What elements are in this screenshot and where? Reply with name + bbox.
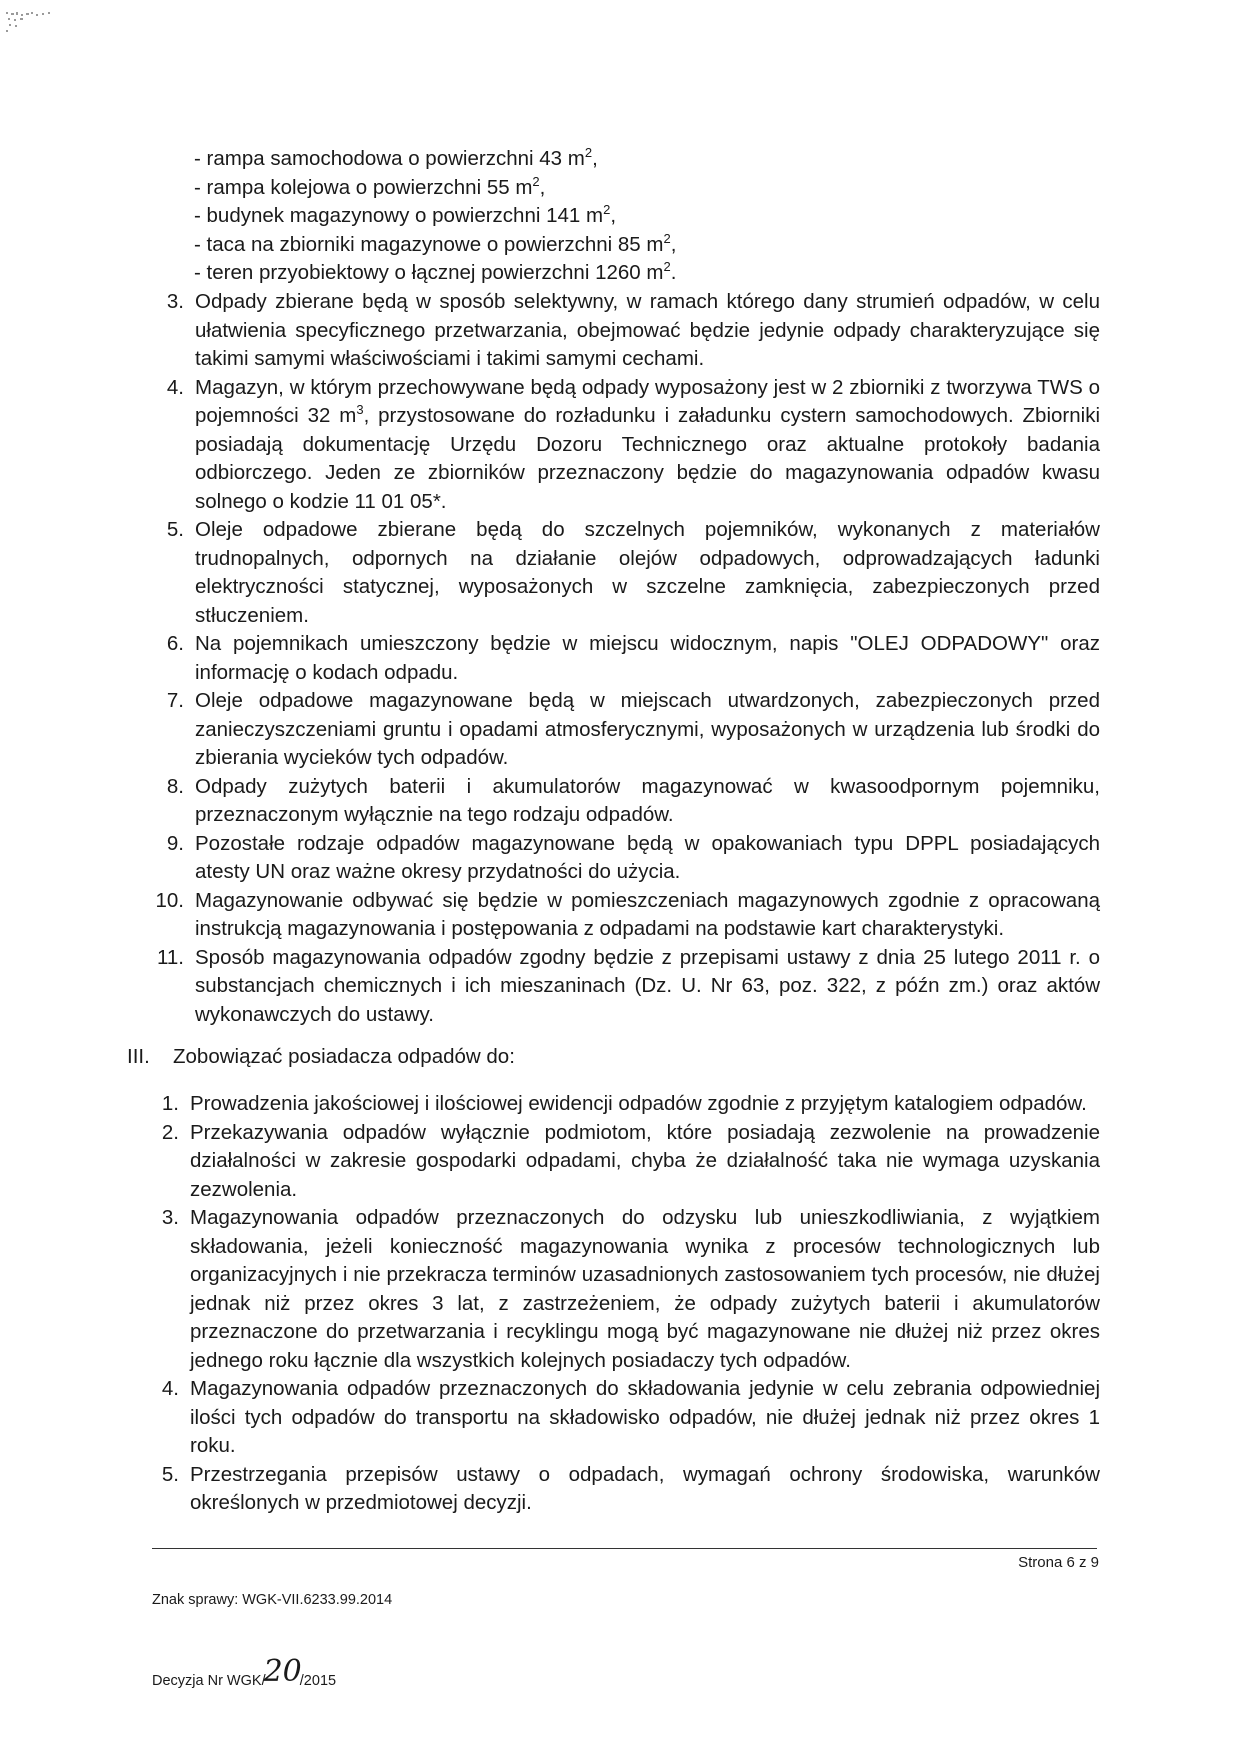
storage-conditions-list xyxy=(150,288,1100,1029)
case-number: Znak sprawy: WGK-VII.6233.99.2014 xyxy=(152,1592,393,1608)
item-text: Sposób magazynowania odpadów zgodny będzie z przepisami ustawy z dnia 25 lutego 2011 r. o substancjach chemicznych i ich mieszaninach (Dz. U. Nr 63, poz. 322, z późn zm.) oraz aktów wykonawczych do ustawy. xyxy=(195,945,1100,1026)
list-item xyxy=(150,288,1100,374)
handwritten-number: 20 xyxy=(263,1654,302,1689)
list-item xyxy=(145,1375,1100,1461)
item-number: 4. xyxy=(166,375,184,399)
item-text: Magazynowania odpadów przeznaczonych do składowania jedynie w celu zebrania odpowiedniej ilości tych odpadów do transportu na składowisko odpadów, nie dłużej jednak niż przez okres 1 roku. xyxy=(190,1377,1100,1457)
item-number: 5. xyxy=(161,1462,179,1486)
item-number: 7. xyxy=(166,689,184,712)
list-item xyxy=(145,1119,1100,1205)
item-text: Pozostałe rodzaje odpadów magazynowane będą w opakowaniach typu DPPL posiadających atesty UN oraz ważne okresy przydatności do użycia. xyxy=(195,831,1100,883)
item-number: 9. xyxy=(166,831,184,855)
bullet-line: - teren przyobiektowy o łącznej powierzchni 1260 $m^2$. xyxy=(194,259,677,284)
bullet-line: - taca na zbiorniki magazynowe o powierzchni 85 $m^2$, xyxy=(194,230,677,256)
list-item xyxy=(150,887,1100,944)
list-item xyxy=(150,773,1100,830)
list-item xyxy=(150,374,1100,517)
section-number: III. xyxy=(127,1045,150,1068)
item-number: 6. xyxy=(166,632,184,655)
obligations-list xyxy=(145,1090,1100,1518)
item-number: 2. xyxy=(161,1120,179,1144)
item-number: 11. xyxy=(157,945,184,969)
item-number: 10. xyxy=(155,888,184,912)
list-item xyxy=(145,1461,1100,1518)
item-number: 8. xyxy=(166,774,184,798)
footer-divider xyxy=(152,1548,1097,1549)
decision-number: Decyzja Nr WGK/20/2015 xyxy=(152,1654,337,1689)
item-number: 1. xyxy=(161,1092,179,1115)
list-item xyxy=(150,830,1100,887)
bullet-line: - rampa kolejowa o powierzchni 55 $m^2$, xyxy=(194,173,546,199)
item-text: Odpady zbierane będą w sposób selektywny, w ramach którego dany strumień odpadów, w celu ułatwienia specyficznego przetwarzania, obejmować będzie jedynie odpady charakteryzujące się takimi samymi właściwościami i takimi samymi cechami. xyxy=(195,290,1100,370)
item-text: Oleje odpadowe magazynowane będą w miejscach utwardzonych, zabezpieczonych przed zanieczyszczeniami gruntu i opadami atmosferycznymi, wyposażonych w urządzenia lub środki do zbierania wycieków tych odpadów. xyxy=(195,689,1100,769)
item-text: Oleje odpadowe zbierane będą do szczelnych pojemników, wykonanych z materiałów trudnopalnych, odpornych na działanie olejów odpadowych, odprowadzających ładunki elektryczności statycznej, wyposażonych w szczelne zamknięcia, zabezpieczonych przed stłuczeniem. xyxy=(195,518,1100,627)
item-text: Przestrzegania przepisów ustawy o odpadach, wymagań ochrony środowiska, warunków określonych w przedmiotowej decyzji. xyxy=(190,1462,1100,1514)
item-text: Magazynowanie odbywać się będzie w pomieszczeniach magazynowych zgodnie z opracowaną instrukcją magazynowania i postępowania z odpadami na podstawie kart charakterystyki. xyxy=(195,888,1100,940)
list-item xyxy=(150,516,1100,630)
section-heading xyxy=(127,1043,515,1072)
item-text: Przekazywania odpadów wyłącznie podmiotom, które posiadają zezwolenie na prowadzenie działalności w zakresie gospodarki odpadami, chyba że działalność taka nie wymaga uzyskania zezwolenia. xyxy=(190,1120,1100,1201)
page-number: Strona 6 z 9 xyxy=(1018,1554,1099,1571)
section-title: Zobowiązać posiadacza odpadów do: xyxy=(173,1045,515,1068)
area-bullet-list xyxy=(194,145,676,288)
item-text: Prowadzenia jakościowej i ilościowej ewidencji odpadów zgodnie z przyjętym katalogiem odpadów. xyxy=(190,1092,1087,1115)
list-item xyxy=(145,1204,1100,1375)
item-number: 3. xyxy=(161,1206,179,1229)
bullet-line: - rampa samochodowa o powierzchni 43 $m^2$, xyxy=(194,145,598,170)
item-number: 4. xyxy=(161,1377,179,1400)
list-item xyxy=(145,1090,1100,1119)
list-item xyxy=(150,944,1100,1030)
item-text: Odpady zużytych baterii i akumulatorów magazynować w kwasoodpornym pojemniku, przeznaczonym wyłącznie na tego rodzaju odpadów. xyxy=(195,774,1100,826)
item-number: 5. xyxy=(166,518,184,541)
item-text: Na pojemnikach umieszczony będzie w miejscu widocznym, napis "OLEJ ODPADOWY" oraz informację o kodach odpadu. xyxy=(195,632,1100,684)
item-number: 3. xyxy=(166,290,184,313)
item-text: Magazyn, w którym przechowywane będą odpady wyposażony jest w 2 zbiorniki z tworzywa TWS o pojemności 32 $m^3$, przystosowane do rozładunku i załadunku cystern samochodowych. Zbiorniki posiadają dokumentację Urzędu Dozoru Technicznego oraz aktualne protokoły badania odbiorczego. Jeden ze zbiorników przeznaczony będzie do magazynowania odpadów kwasu solnego o kodzie 11 01 05*. xyxy=(195,375,1100,513)
list-item xyxy=(150,687,1100,773)
scan-noise-mark xyxy=(0,0,100,50)
item-text: Magazynowania odpadów przeznaczonych do odzysku lub unieszkodliwiania, z wyjątkiem składowania, jeżeli konieczność magazynowania wynika z procesów technologicznych lub organizacyjnych i nie przekracza terminów uzasadnionych zastosowaniem tych procesów, nie dłużej jednak niż przez okres 3 lat, z zastrzeżeniem, że odpady zużytych baterii i akumulatorów przeznaczone do przetwarzania i recyklingu mogą być magazynowane nie dłużej niż przez okres jednego roku łącznie dla wszystkich kolejnych posiadaczy tych odpadów. xyxy=(190,1206,1100,1372)
bullet-line: - budynek magazynowy o powierzchni 141 $m^2$, xyxy=(194,202,617,227)
list-item xyxy=(150,630,1100,687)
